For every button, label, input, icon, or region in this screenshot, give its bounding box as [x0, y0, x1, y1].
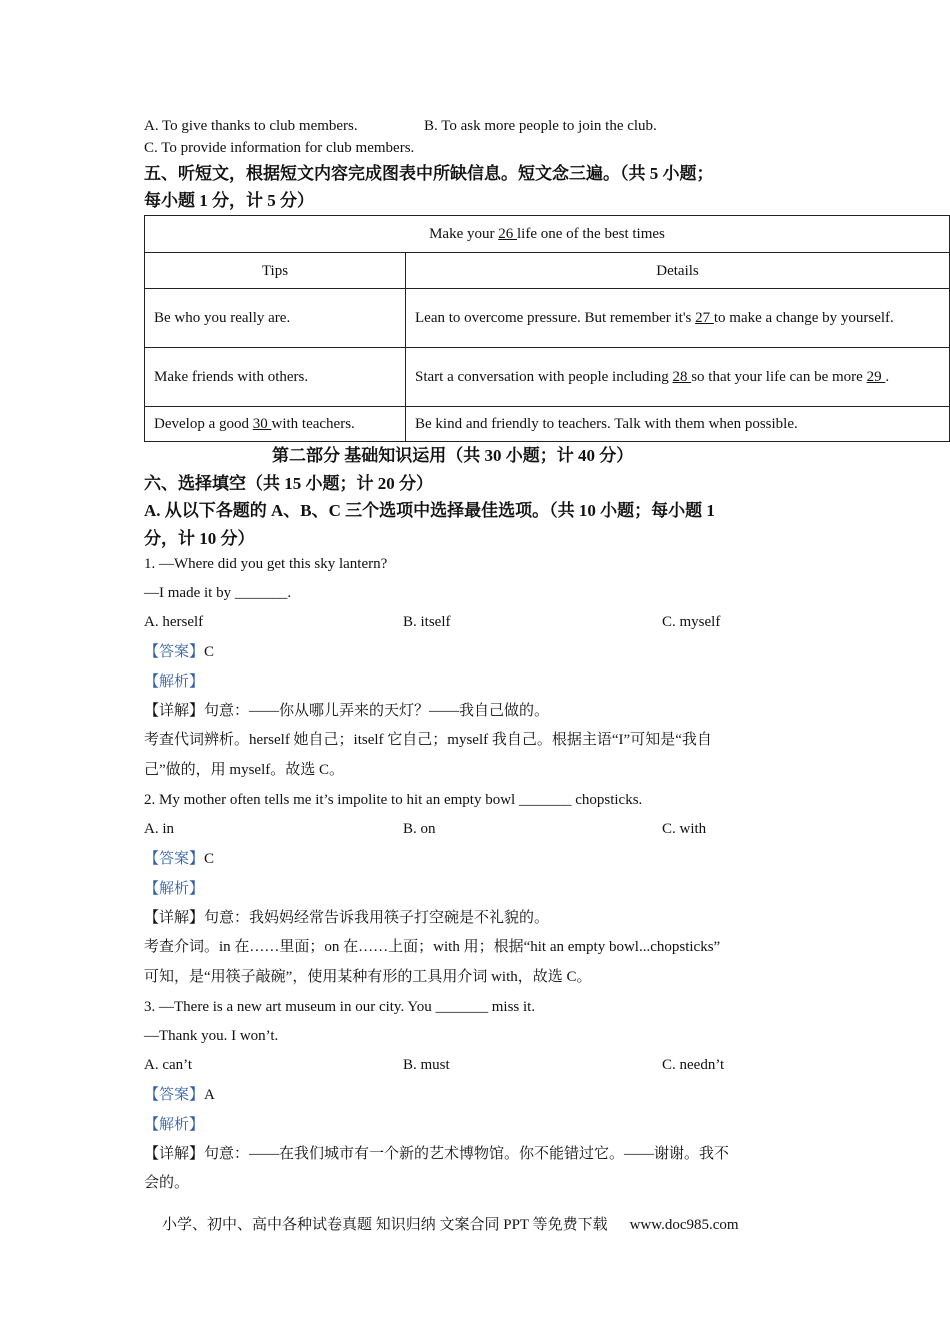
table-col-header-row [145, 253, 950, 289]
detail-cell: Be kind and friendly to teachers. Talk with them when possible. [406, 407, 950, 442]
answer-tag: 【答案】 [144, 1087, 205, 1103]
col-tips-header: Tips [145, 253, 406, 289]
q1-option-b: B. itself [403, 614, 451, 630]
q3-response: —Thank you. I won’t. [144, 1028, 279, 1044]
q3-detail-2: 会的。 [144, 1175, 190, 1191]
q3-analysis-tag: 【解析】 [144, 1117, 205, 1133]
q1-response: —I made it by _______. [144, 585, 292, 601]
q3-option-a: A. can’t [144, 1057, 193, 1073]
q2-answer: 【答案】C [144, 851, 215, 867]
q1-analysis-tag: 【解析】 [144, 674, 205, 690]
q2-detail-1: 【详解】句意：我妈妈经常告诉我用筷子打空碗是不礼貌的。 [144, 910, 550, 926]
section6-title: 六、选择填空（共 15 小题；计 20 分） [144, 474, 433, 493]
q2-detail-3: 可知，是“用筷子敲碗”，使用某种有形的工具用介词 with，故选 C。 [144, 969, 592, 985]
q1-option-a: A. herself [144, 614, 204, 630]
option-a-text: A. To give thanks to club members. [144, 118, 358, 134]
q1-detail-2: 考查代词辨析。herself 她自己；itself 它自己；myself 我自己。根据主语“I”可知是“我自 [144, 732, 712, 748]
q3-option-c: C. needn’t [662, 1057, 725, 1073]
q1-detail-1: 【详解】句意：——你从哪儿弄来的天灯？——我自己做的。 [144, 703, 550, 719]
q2-question: 2. My mother often tells me it’s impolite to hit an empty bowl _______ chopsticks. [144, 792, 643, 808]
blank-28: 28 [672, 369, 692, 385]
page-footer [162, 1213, 739, 1234]
detail-cell: Lean to overcome pressure. But remember it's 27 to make a change by yourself. [406, 289, 950, 348]
q2-detail-2: 考查介词。in 在……里面；on 在……上面；with 用；根据“hit an empty bowl...chopsticks” [144, 939, 721, 955]
table-row [145, 289, 950, 348]
q3-answer: 【答案】A [144, 1087, 215, 1103]
section5-title-line2: 每小题 1 分，计 5 分） [144, 191, 314, 210]
table-header-row [145, 216, 950, 253]
q3-question: 3. —There is a new art museum in our city. You _______ miss it. [144, 999, 536, 1015]
option-c-text: C. To provide information for club members. [144, 140, 415, 156]
blank-29: 29 [866, 369, 886, 385]
tip-cell: Develop a good 30 with teachers. [145, 407, 406, 442]
detail-cell: Start a conversation with people including 28 so that your life can be more 29 . [406, 348, 950, 407]
q2-option-b: B. on [403, 821, 436, 837]
sectionA-title-line1: A. 从以下各题的 A、B、C 三个选项中选择最佳选项。（共 10 小题；每小题 1 [144, 501, 715, 520]
answer-tag: 【答案】 [144, 644, 205, 660]
q2-analysis-tag: 【解析】 [144, 881, 205, 897]
q1-answer: 【答案】C [144, 644, 215, 660]
q1-question: 1. —Where did you get this sky lantern? [144, 556, 388, 572]
part2-title: 第二部分 基础知识运用（共 30 小题；计 40 分） [272, 446, 634, 465]
q2-option-c: C. with [662, 821, 707, 837]
option-b-text: B. To ask more people to join the club. [424, 118, 657, 134]
table-title-cell: Make your 26 life one of the best times [145, 216, 950, 253]
footer-link[interactable]: www.doc985.com [629, 1217, 739, 1233]
tip-cell: Make friends with others. [145, 348, 406, 407]
q2-option-a: A. in [144, 821, 174, 837]
blank-26: 26 [498, 226, 517, 242]
answer-tag: 【答案】 [144, 851, 205, 867]
blank-27: 27 [695, 310, 714, 326]
q3-option-b: B. must [403, 1057, 450, 1073]
section5-title-line1: 五、听短文，根据短文内容完成图表中所缺信息。短文念三遍。（共 5 小题； [144, 164, 714, 183]
blank-30: 30 [252, 416, 272, 432]
q1-option-c: C. myself [662, 614, 721, 630]
q3-detail-1: 【详解】句意：——在我们城市有一个新的艺术博物馆。你不能错过它。——谢谢。我不 [144, 1146, 730, 1162]
q1-detail-3: 己”做的，用 myself。故选 C。 [144, 762, 344, 778]
tip-cell: Be who you really are. [145, 289, 406, 348]
col-details-header: Details [406, 253, 950, 289]
table-row [145, 348, 950, 407]
table-row [145, 407, 950, 442]
sectionA-title-line2: 分，计 10 分） [144, 529, 255, 548]
tips-table [144, 215, 950, 442]
footer-text: 小学、初中、高中各种试卷真题 知识归纳 文案合同 PPT 等免费下载 [162, 1217, 608, 1233]
